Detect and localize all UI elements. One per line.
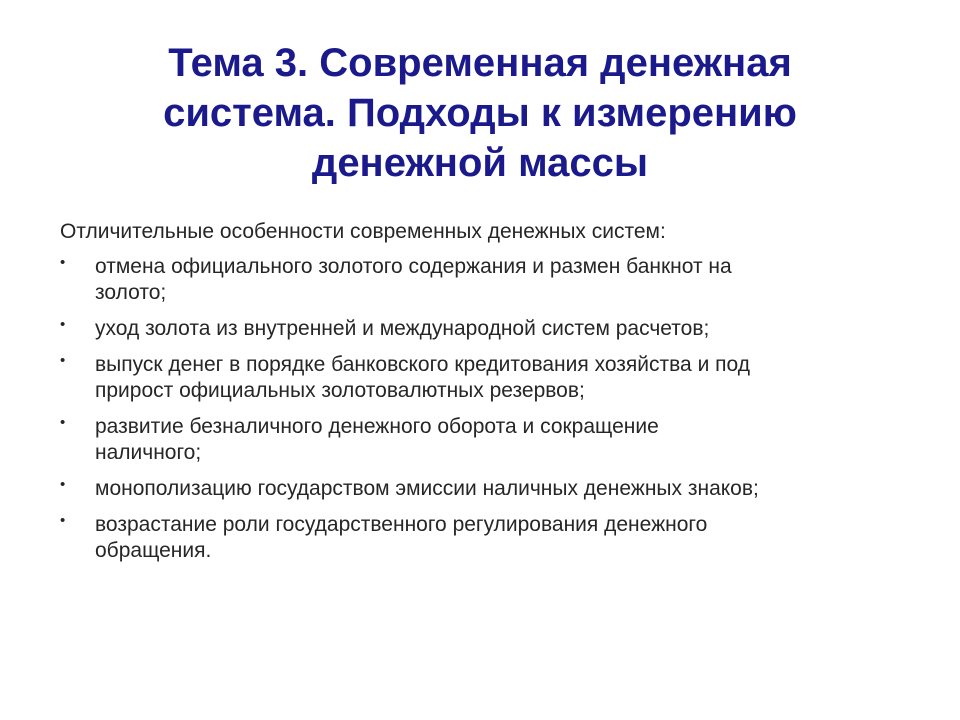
- bullet-text: возрастание роли государственного регулирования денежного: [95, 513, 708, 536]
- bullet-text: уход золота из внутренней и международной систем расчетов;: [95, 317, 710, 340]
- slide-body: [60, 219, 920, 574]
- bullet-icon: •: [60, 414, 66, 431]
- slide-title-line: Тема 3. Современная денежная: [168, 41, 792, 85]
- bullet-item: [60, 352, 920, 404]
- bullet-text: прирост официальных золотовалютных резервов;: [95, 379, 585, 402]
- bullet-text: отмена официального золотого содержания и размен банкнот на: [95, 255, 732, 278]
- bullet-item: [60, 254, 920, 306]
- bullet-text: наличного;: [95, 441, 202, 464]
- bullet-list: [60, 254, 920, 564]
- intro-text: Отличительные особенности современных денежных систем:: [60, 220, 666, 243]
- slide-title-line: система. Подходы к измерению: [163, 91, 797, 135]
- bullet-item: [60, 316, 920, 342]
- bullet-text: выпуск денег в порядке банковского кредитования хозяйства и под: [95, 353, 750, 376]
- bullet-icon: •: [60, 476, 66, 493]
- bullet-text: золото;: [95, 281, 167, 304]
- bullet-icon: •: [60, 512, 66, 529]
- bullet-icon: •: [60, 352, 66, 369]
- bullet-item: [60, 512, 920, 564]
- bullet-text: развитие безналичного денежного оборота и сокращение: [95, 415, 659, 438]
- slide-title: [60, 38, 900, 188]
- bullet-icon: •: [60, 254, 66, 271]
- bullet-text: монополизацию государством эмиссии наличных денежных знаков;: [95, 477, 759, 500]
- bullet-item: [60, 414, 920, 466]
- bullet-text: обращения.: [95, 539, 212, 562]
- slide-title-line: денежной массы: [311, 141, 649, 185]
- bullet-item: [60, 476, 920, 502]
- bullet-icon: •: [60, 316, 66, 333]
